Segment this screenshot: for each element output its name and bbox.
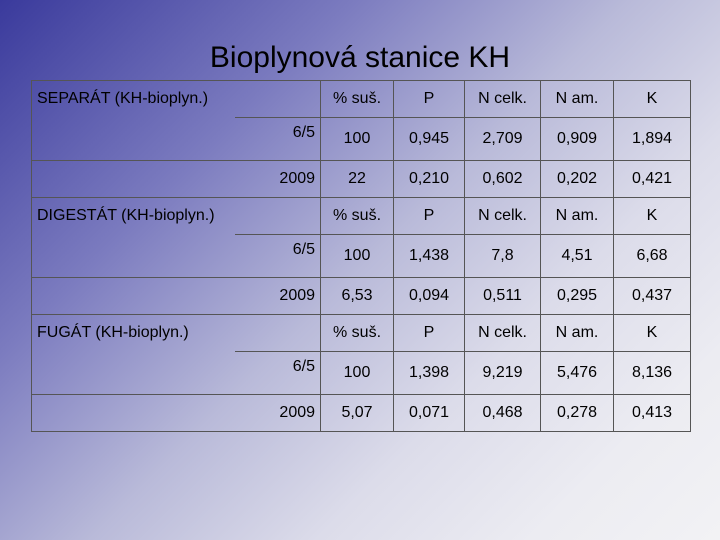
empty-cell <box>32 235 235 278</box>
group-label: DIGESTÁT (KH-bioplyn.) <box>32 198 290 235</box>
column-header: K <box>614 198 691 235</box>
spacer-cell <box>290 198 321 235</box>
table-row <box>32 395 691 432</box>
table-cell: 0,945 <box>394 118 465 161</box>
table-cell: 0,909 <box>541 118 614 161</box>
table-cell: 2,709 <box>465 118 541 161</box>
table-cell: 0,278 <box>541 395 614 432</box>
column-header: K <box>614 81 691 118</box>
table-row <box>32 118 691 161</box>
group-header-row <box>32 315 691 352</box>
table-cell: 100 <box>321 352 394 395</box>
spacer-cell <box>290 81 321 118</box>
group-header-row <box>32 198 691 235</box>
table-cell: 0,210 <box>394 161 465 198</box>
table-cell: 0,202 <box>541 161 614 198</box>
column-header: N am. <box>541 315 614 352</box>
column-header: N celk. <box>465 198 541 235</box>
group-header-row <box>32 81 691 118</box>
row-period: 2009 <box>235 161 321 198</box>
table-row <box>32 352 691 395</box>
table-cell: 6,53 <box>321 278 394 315</box>
table-cell: 0,511 <box>465 278 541 315</box>
column-header: P <box>394 315 465 352</box>
column-header: % suš. <box>321 315 394 352</box>
column-header: % suš. <box>321 198 394 235</box>
table-row <box>32 161 691 198</box>
column-header: N celk. <box>465 315 541 352</box>
table-cell: 0,295 <box>541 278 614 315</box>
group-label: SEPARÁT (KH-bioplyn.) <box>32 81 290 118</box>
group-label: FUGÁT (KH-bioplyn.) <box>32 315 290 352</box>
empty-cell <box>32 161 235 198</box>
column-header: P <box>394 81 465 118</box>
table-cell: 1,894 <box>614 118 691 161</box>
row-period: 2009 <box>235 278 321 315</box>
row-period: 6/5 <box>235 235 321 278</box>
empty-cell <box>32 352 235 395</box>
table-cell: 100 <box>321 118 394 161</box>
row-period: 2009 <box>235 395 321 432</box>
table-cell: 1,438 <box>394 235 465 278</box>
empty-cell <box>32 395 235 432</box>
table-cell: 5,07 <box>321 395 394 432</box>
table-cell: 5,476 <box>541 352 614 395</box>
table-cell: 0,421 <box>614 161 691 198</box>
table-cell: 6,68 <box>614 235 691 278</box>
table-cell: 22 <box>321 161 394 198</box>
empty-cell <box>32 118 235 161</box>
table-cell: 0,468 <box>465 395 541 432</box>
table-cell: 7,8 <box>465 235 541 278</box>
data-table <box>31 80 691 432</box>
row-period: 6/5 <box>235 352 321 395</box>
table-cell: 0,094 <box>394 278 465 315</box>
column-header: K <box>614 315 691 352</box>
spacer-cell <box>290 315 321 352</box>
table-cell: 1,398 <box>394 352 465 395</box>
row-period: 6/5 <box>235 118 321 161</box>
table-row <box>32 278 691 315</box>
column-header: N am. <box>541 81 614 118</box>
table-cell: 8,136 <box>614 352 691 395</box>
page-title: Bioplynová stanice KH <box>209 41 511 74</box>
table-cell: 0,071 <box>394 395 465 432</box>
column-header: N am. <box>541 198 614 235</box>
table-cell: 4,51 <box>541 235 614 278</box>
table-cell: 0,437 <box>614 278 691 315</box>
table-cell: 100 <box>321 235 394 278</box>
column-header: N celk. <box>465 81 541 118</box>
table-cell: 0,413 <box>614 395 691 432</box>
table-row <box>32 235 691 278</box>
column-header: P <box>394 198 465 235</box>
empty-cell <box>32 278 235 315</box>
table-cell: 0,602 <box>465 161 541 198</box>
column-header: % suš. <box>321 81 394 118</box>
table-cell: 9,219 <box>465 352 541 395</box>
